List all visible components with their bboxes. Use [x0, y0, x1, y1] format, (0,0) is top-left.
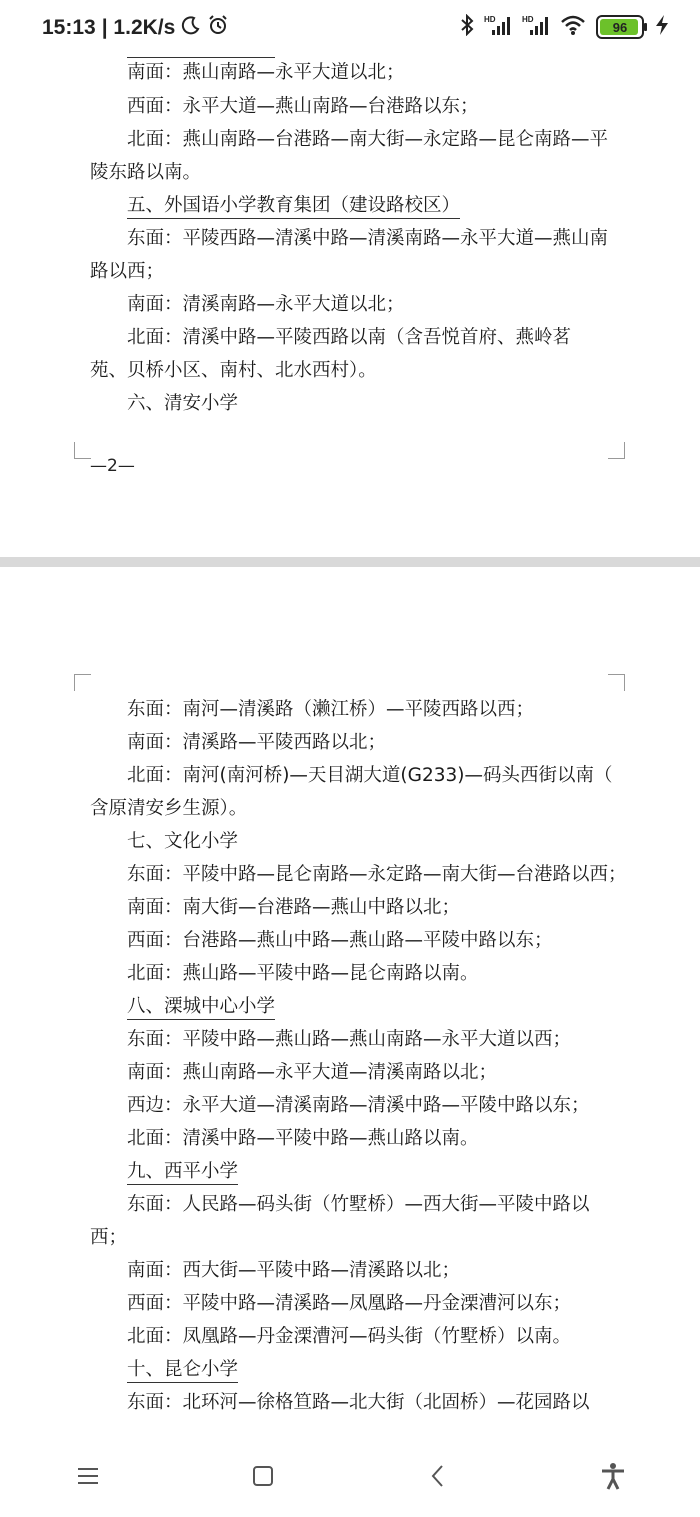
- text-line: 含原清安乡生源）。: [90, 798, 248, 819]
- signal-hd-icon-2: [522, 14, 550, 40]
- moon-icon: [181, 15, 201, 41]
- accessibility-button[interactable]: [593, 1456, 633, 1496]
- alarm-icon: [207, 14, 229, 42]
- margin-corner-mark: [74, 442, 91, 459]
- text-line: 北面：凤凰路—丹金溧漕河—码头街（竹墅桥）以南。: [127, 1326, 572, 1347]
- text-line: 陵东路以南。: [90, 162, 202, 183]
- margin-corner-mark: [608, 442, 625, 459]
- text-line: 东面：平陵中路—燕山路—燕山南路—永平大道以西；: [127, 1029, 572, 1050]
- text-line: 西边：永平大道—清溪南路—清溪中路—平陵中路以东；: [127, 1095, 590, 1116]
- section-heading: 七、文化小学: [127, 831, 239, 852]
- margin-corner-mark: [608, 674, 625, 691]
- margin-corner-mark: [74, 674, 91, 691]
- battery-icon: [596, 15, 644, 39]
- svg-text:HD: HD: [522, 15, 534, 24]
- page-separator: [0, 557, 700, 567]
- text-line: 东面：平陵中路—昆仑南路—永定路—南大街—台港路以西；: [127, 864, 627, 885]
- accessibility-icon: [600, 1462, 626, 1490]
- status-time: 15:13: [42, 16, 96, 39]
- document-page-1: [0, 0, 700, 557]
- svg-text:HD: HD: [484, 15, 496, 24]
- text-line: 南面：南大街—台港路—燕山中路以北；: [127, 897, 461, 918]
- text-line: 东面：人民路—码头街（竹墅桥）—西大街—平陵中路以: [127, 1194, 590, 1215]
- text-line: 北面：南河(南河桥)—天目湖大道(G233)—码头西街以南（: [127, 765, 613, 786]
- network-speed: | 1.2K/s: [101, 16, 176, 39]
- text-line: 北面：清溪中路—平陵中路—燕山路以南。: [127, 1128, 479, 1149]
- text-line: 北面：清溪中路—平陵西路以南（含吾悦首府、燕岭茗: [127, 327, 572, 348]
- document-page-2: [0, 567, 700, 1435]
- section-heading: 六、清安小学: [127, 393, 239, 414]
- home-button[interactable]: [243, 1456, 283, 1496]
- status-left: [42, 14, 229, 42]
- bluetooth-icon: [460, 14, 474, 40]
- text-line: 西面：台港路—燕山中路—燕山路—平陵中路以东；: [127, 930, 553, 951]
- signal-hd-icon-1: [484, 14, 512, 40]
- text-line: 西面：平陵中路—清溪路—凤凰路—丹金溧漕河以东；: [127, 1293, 572, 1314]
- text-line: 路以西；: [90, 261, 165, 282]
- text-line: 东面：南河—清溪路（濑江桥）—平陵西路以西；: [127, 699, 535, 720]
- section-heading: 八、溧城中心小学: [127, 992, 657, 1022]
- text-line: 南面：燕山南路—永平大道—清溪南路以北；: [127, 1062, 498, 1083]
- page-number: —2—: [90, 456, 135, 476]
- text-line: 东面：北环河—徐格笪路—北大街（北固桥）—花园路以: [127, 1392, 590, 1413]
- section-heading: 九、西平小学: [127, 1157, 657, 1187]
- back-button[interactable]: [418, 1456, 458, 1496]
- text-line: 北面：燕山南路—台港路—南大街—永定路—昆仑南路—平: [127, 129, 609, 150]
- text-line: 南面：西大街—平陵中路—清溪路以北；: [127, 1260, 461, 1281]
- back-icon: [429, 1464, 447, 1488]
- text-line: 西面：永平大道—燕山南路—台港路以东；: [127, 96, 479, 117]
- menu-icon: [76, 1466, 100, 1486]
- section-heading: 十、昆仑小学: [127, 1355, 657, 1385]
- menu-button[interactable]: [68, 1456, 108, 1496]
- section-heading: 五、外国语小学教育集团（建设路校区）: [127, 191, 657, 221]
- text-line: 南面：清溪南路—永平大道以北；: [127, 294, 405, 315]
- text-line: 南面：燕山南路—永平大道以北；: [127, 62, 405, 83]
- wifi-icon: [560, 14, 586, 40]
- text-line: 苑、贝桥小区、南村、北水西村）。: [90, 360, 377, 381]
- text-line: 西；: [90, 1227, 128, 1248]
- text-line: 东面：平陵西路—清溪中路—清溪南路—永平大道—燕山南: [127, 228, 609, 249]
- battery-percent: 96: [612, 19, 628, 35]
- status-bar: [0, 0, 700, 56]
- status-right: [460, 14, 670, 40]
- charging-icon: [654, 14, 670, 40]
- text-line: 北面：燕山路—平陵中路—昆仑南路以南。: [127, 963, 479, 984]
- system-nav-bar: [0, 1435, 700, 1517]
- home-square-icon: [252, 1465, 274, 1487]
- text-line: 南面：清溪路—平陵西路以北；: [127, 732, 387, 753]
